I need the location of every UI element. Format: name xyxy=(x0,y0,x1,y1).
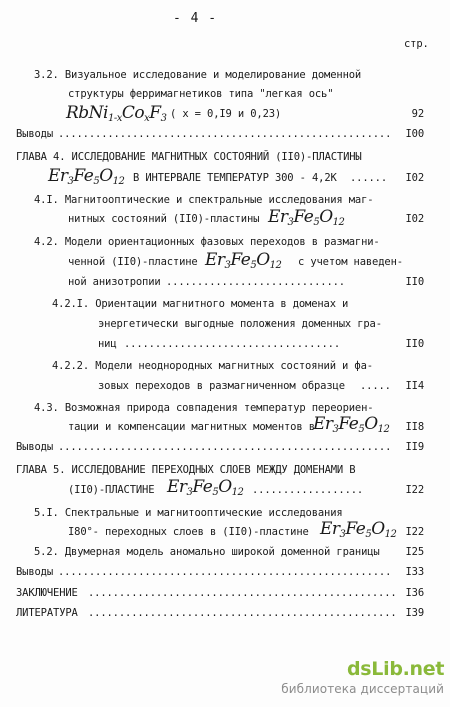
toc-entry-4-2-1-line2: энергетически выгодные положения доменных гра- xyxy=(98,318,382,330)
toc-entry-4-2-1-page: II0 xyxy=(405,338,424,350)
formula-erfeo: $Er_3Fe_5O_{12}$ xyxy=(268,207,345,228)
leader-dots: ................................... xyxy=(124,338,341,350)
toc-entry-4-2-line3: ной анизотропии xyxy=(68,276,161,288)
page-column-header: стр. xyxy=(404,38,429,50)
toc-entry-conclusions-5: Выводы xyxy=(16,566,54,578)
chapter-5-title-line2: (II0)-ПЛАСТИНЕ xyxy=(68,484,155,496)
toc-entry-5-2-page: I25 xyxy=(405,546,424,558)
toc-entry-3-2-line2: структуры ферримагнетиков типа "легкая ось" xyxy=(68,88,334,100)
toc-entry-3-2-page: 92 xyxy=(411,108,424,120)
toc-entry-4-2-2-line1: 4.2.2. Модели неоднородных магнитных состояний и фа- xyxy=(52,360,373,372)
toc-entry-4-2-2-page: II4 xyxy=(405,380,424,392)
leader-dots: ...................................................... xyxy=(58,566,392,578)
toc-entry-3-2-line1: 3.2. Визуальное исследование и моделирование доменной xyxy=(34,69,362,81)
toc-entry-references-page: I39 xyxy=(405,607,424,619)
toc-entry-4-1-line1: 4.I. Магнитооптические и спектральные исследования маг- xyxy=(34,194,374,206)
leader-dots: ...... xyxy=(350,172,388,184)
leader-dots: ............................. xyxy=(166,276,345,288)
leader-dots: ..... xyxy=(360,380,391,392)
chapter-4-page: I02 xyxy=(405,172,424,184)
toc-entry-conclusions-4: Выводы xyxy=(16,441,54,453)
toc-entry-conclusions-4-page: II9 xyxy=(405,441,424,453)
toc-entry-4-3-line1: 4.3. Возможная природа совпадения температур переориен- xyxy=(34,402,374,414)
formula-erfeo: $Er_3Fe_5O_{12}$ xyxy=(48,166,125,187)
watermark-logo: dsLib.net xyxy=(347,658,445,680)
toc-entry-4-3-page: II8 xyxy=(405,421,424,433)
toc-entry-4-3-line2: тации и компенсации магнитных моментов в xyxy=(68,421,315,433)
toc-entry-summary: ЗАКЛЮЧЕНИЕ xyxy=(16,587,78,599)
chapter-5-page: I22 xyxy=(405,484,424,496)
leader-dots: .................................................. xyxy=(88,587,397,599)
toc-entry-5-1-line2: I80°- переходных слоев в (II0)-пластине xyxy=(68,526,309,538)
toc-entry-5-1-line1: 5.I. Спектральные и магнитооптические исследования xyxy=(34,507,343,519)
toc-entry-4-2-line2b: с учетом наведен- xyxy=(298,256,403,268)
leader-dots: ...................................................... xyxy=(58,441,392,453)
toc-entry-4-2-line2a: ченной (II0)-пластине xyxy=(68,256,198,268)
toc-entry-3-2-condition: ( x = 0,I9 и 0,23) xyxy=(170,108,282,120)
toc-entry-4-2-page: II0 xyxy=(405,276,424,288)
toc-entry-conclusions-5-page: I33 xyxy=(405,566,424,578)
toc-entry-4-2-2-line2: зовых переходов в размагниченном образце xyxy=(98,380,345,392)
chapter-4-title: ГЛАВА 4. ИССЛЕДОВАНИЕ МАГНИТНЫХ СОСТОЯНИЙ (II0)-ПЛАСТИНЫ xyxy=(16,151,362,163)
formula-erfeo: $Er_3Fe_5O_{12}$ xyxy=(320,519,397,540)
toc-entry-4-1-line2: нитных состояний (II0)-пластины xyxy=(68,213,260,225)
toc-entry-4-2-1-line3: ниц xyxy=(98,338,117,350)
chapter-4-title-cont: В ИНТЕРВАЛЕ ТЕМПЕРАТУР 300 - 4,2К xyxy=(133,172,337,184)
formula-rbnico: $RbNi_{1-x}Co_xF_3$ xyxy=(66,103,167,124)
page-number: - 4 - xyxy=(173,11,218,26)
formula-erfeo: $Er_3Fe_5O_{12}$ xyxy=(313,414,390,435)
leader-dots: ...................................................... xyxy=(58,128,392,140)
toc-entry-4-1-page: I02 xyxy=(405,213,424,225)
toc-entry-references: ЛИТЕРАТУРА xyxy=(16,607,78,619)
toc-entry-4-2-1-line1: 4.2.I. Ориентации магнитного момента в доменах и xyxy=(52,298,349,310)
toc-entry-summary-page: I36 xyxy=(405,587,424,599)
chapter-5-title: ГЛАВА 5. ИССЛЕДОВАНИЕ ПЕРЕХОДНЫХ СЛОЕВ МЕЖДУ ДОМЕНАМИ В xyxy=(16,464,356,476)
toc-entry-4-2-line1: 4.2. Модели ориентационных фазовых переходов в размагни- xyxy=(34,236,380,248)
formula-erfeo: $Er_3Fe_5O_{12}$ xyxy=(205,250,282,271)
leader-dots: .................................................. xyxy=(88,607,397,619)
toc-entry-5-2: 5.2. Двумерная модель аномально широкой доменной границы xyxy=(34,546,380,558)
toc-entry-conclusions-3: Выводы xyxy=(16,128,54,140)
formula-erfeo: $Er_3Fe_5O_{12}$ xyxy=(167,477,244,498)
leader-dots: .................. xyxy=(252,484,364,496)
watermark-subtitle: библиотека диссертаций xyxy=(281,682,444,696)
toc-entry-conclusions-3-page: I00 xyxy=(405,128,424,140)
toc-entry-5-1-page: I22 xyxy=(405,526,424,538)
